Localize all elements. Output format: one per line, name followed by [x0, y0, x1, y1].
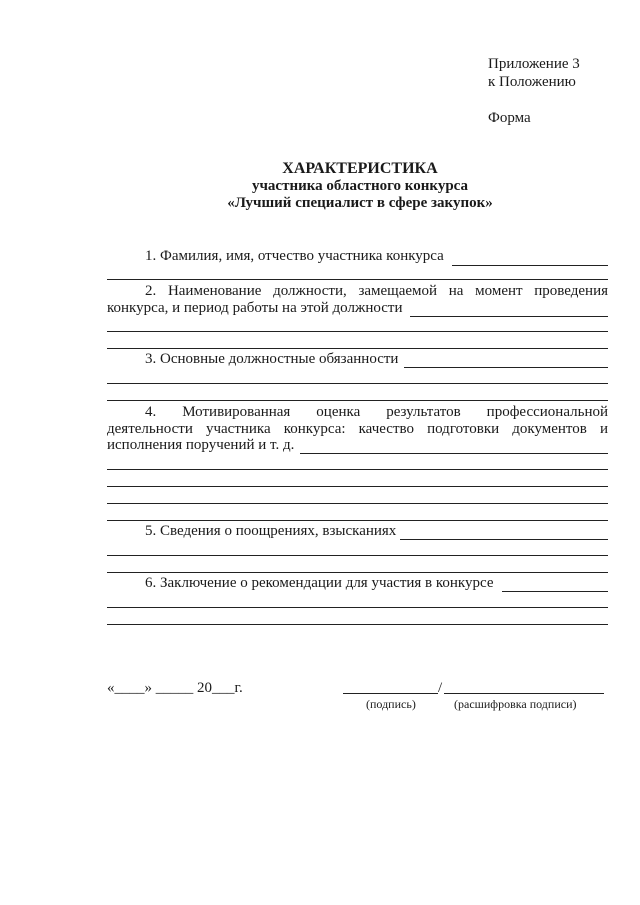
- field-2-fill-line[interactable]: [410, 316, 608, 317]
- field-6-extra-line-1[interactable]: [107, 607, 608, 608]
- field-3-extra-line-1[interactable]: [107, 383, 608, 384]
- signature-caption: (подпись): [366, 697, 416, 711]
- document-title: ХАРАКТЕРИСТИКА: [282, 160, 438, 177]
- field-4-extra-line-1[interactable]: [107, 469, 608, 470]
- field-3-extra-line-2[interactable]: [107, 400, 608, 401]
- date-field[interactable]: «____» _____ 20___г.: [107, 680, 243, 696]
- field-4-label-line-1: 4. Мотивированная оценка результатов профессиональной: [145, 404, 608, 420]
- field-5-extra-line-1[interactable]: [107, 555, 608, 556]
- signature-line[interactable]: [343, 693, 438, 694]
- field-6-extra-line-2[interactable]: [107, 624, 608, 625]
- field-1-extra-line[interactable]: [107, 279, 608, 280]
- document-subtitle: участника областного конкурса: [251, 178, 469, 194]
- signature-separator: /: [438, 680, 443, 696]
- field-2-extra-line-2[interactable]: [107, 348, 608, 349]
- signature-decoding-line[interactable]: [444, 693, 604, 694]
- field-2-extra-line-1[interactable]: [107, 331, 608, 332]
- field-3-label: 3. Основные должностные обязанности: [145, 351, 399, 367]
- field-6-label: 6. Заключение о рекомендации для участия в конкурсе: [145, 575, 494, 591]
- field-4-extra-line-3[interactable]: [107, 503, 608, 504]
- contest-name: «Лучший специалист в сфере закупок»: [227, 195, 493, 211]
- field-2-label-line-1: 2. Наименование должности, замещаемой на момент проведения: [145, 283, 608, 299]
- regulation-label: к Положению: [488, 74, 576, 90]
- appendix-label: Приложение 3: [488, 56, 580, 72]
- field-4-extra-line-2[interactable]: [107, 486, 608, 487]
- form-label: Форма: [488, 110, 531, 126]
- field-3-fill-line[interactable]: [404, 367, 608, 368]
- field-4-extra-line-4[interactable]: [107, 520, 608, 521]
- field-1-fill-line[interactable]: [452, 265, 608, 266]
- decoding-caption: (расшифровка подписи): [454, 697, 577, 711]
- field-5-fill-line[interactable]: [400, 539, 608, 540]
- field-4-label-line-2: деятельности участника конкурса: качество подготовки документов и: [107, 421, 608, 437]
- field-1-label: 1. Фамилия, имя, отчество участника конкурса: [145, 248, 444, 264]
- field-4-fill-line[interactable]: [300, 453, 608, 454]
- field-5-label: 5. Сведения о поощрениях, взысканиях: [145, 523, 397, 539]
- field-4-label-line-3: исполнения поручений и т. д.: [107, 437, 295, 453]
- field-2-label-line-2: конкурса, и период работы на этой должности: [107, 300, 403, 316]
- field-5-extra-line-2[interactable]: [107, 572, 608, 573]
- field-6-fill-line[interactable]: [502, 591, 608, 592]
